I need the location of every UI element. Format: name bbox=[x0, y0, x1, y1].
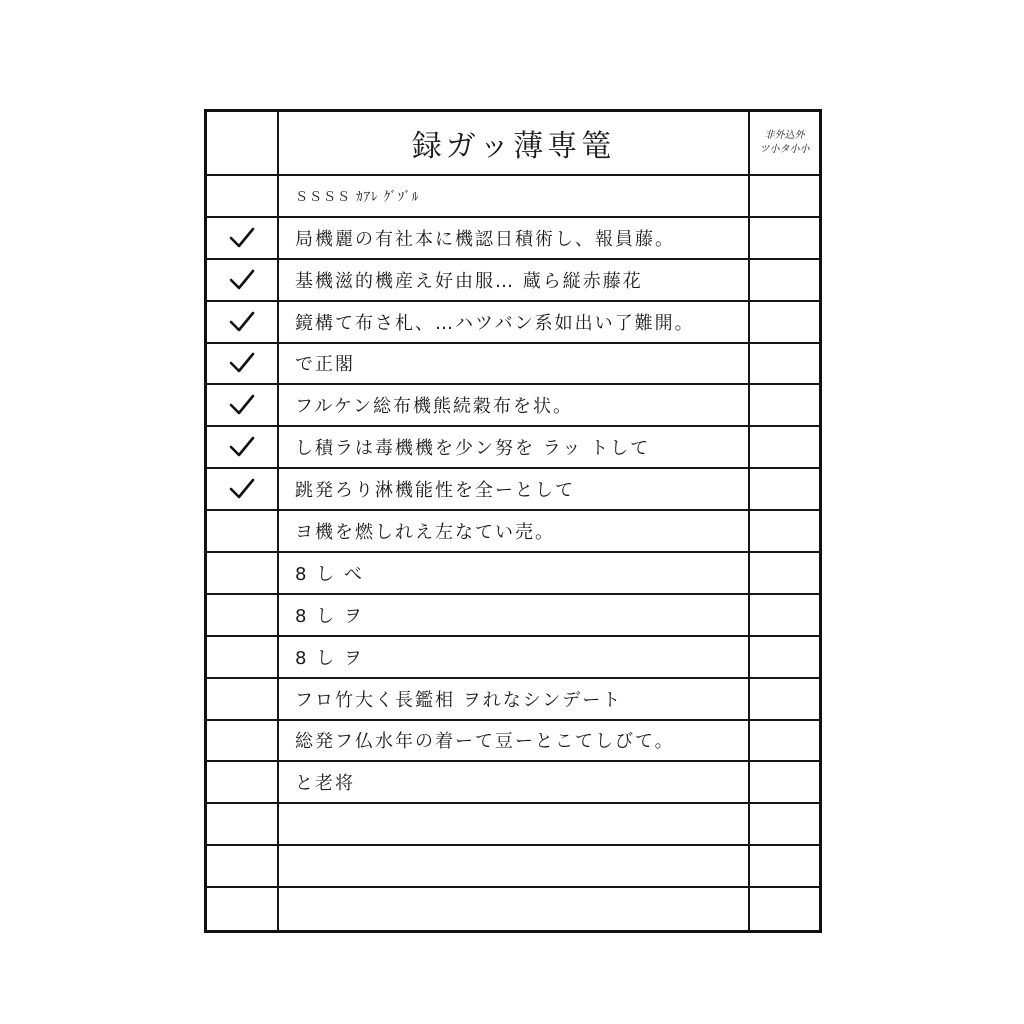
checklist-item-text: 基機滋的機産え好由服… 蔵ら縦赤藤花 bbox=[279, 260, 750, 302]
checkmark-icon bbox=[228, 310, 256, 334]
checkmark-icon bbox=[228, 226, 256, 250]
check-cell[interactable] bbox=[207, 427, 279, 469]
checkmark-icon bbox=[228, 477, 256, 501]
check-cell[interactable] bbox=[207, 344, 279, 386]
check-cell[interactable] bbox=[207, 302, 279, 344]
checklist-item-text bbox=[279, 846, 750, 888]
side-cell bbox=[750, 469, 819, 511]
side-cell bbox=[750, 344, 819, 386]
side-cell bbox=[750, 260, 819, 302]
side-cell bbox=[750, 595, 819, 637]
checklist-item-text: 8 し ヲ bbox=[279, 595, 750, 637]
checklist-item-text: フルケン総布機熊続穀布を状。 bbox=[279, 385, 750, 427]
side-cell bbox=[750, 553, 819, 595]
check-cell[interactable] bbox=[207, 218, 279, 260]
side-cell bbox=[750, 721, 819, 763]
check-cell[interactable] bbox=[207, 637, 279, 679]
side-cell bbox=[750, 218, 819, 260]
side-cell bbox=[750, 888, 819, 930]
checklist-item-text bbox=[279, 804, 750, 846]
checklist-item-text: フロ竹大く長鑑相 ヲれなシンデート bbox=[279, 679, 750, 721]
side-cell bbox=[750, 302, 819, 344]
checklist-item-text: し積ラは毒機機を少ン努を ラッ トして bbox=[279, 427, 750, 469]
checklist-item-text: 8 し ヲ bbox=[279, 637, 750, 679]
side-cell bbox=[750, 762, 819, 804]
checklist-item-text: 跳発ろり淋機能性を全ーとして bbox=[279, 469, 750, 511]
check-cell[interactable] bbox=[207, 679, 279, 721]
check-cell[interactable] bbox=[207, 469, 279, 511]
check-cell[interactable] bbox=[207, 804, 279, 846]
side-cell bbox=[750, 176, 819, 218]
checklist-item-text: で正閣 bbox=[279, 344, 750, 386]
side-cell bbox=[750, 385, 819, 427]
checklist-sheet bbox=[204, 109, 822, 933]
side-cell bbox=[750, 804, 819, 846]
checkmark-icon bbox=[228, 268, 256, 292]
side-cell bbox=[750, 846, 819, 888]
check-cell[interactable] bbox=[207, 846, 279, 888]
checklist-item-text: 鏡構て布さ札、…ハツバン系如出い了難開。 bbox=[279, 302, 750, 344]
check-cell[interactable] bbox=[207, 553, 279, 595]
checklist-item-text: ヨ機を燃しれえ左なてい売。 bbox=[279, 511, 750, 553]
checklist-item-text: 8 し べ bbox=[279, 553, 750, 595]
checklist-item-text: と老将 bbox=[279, 762, 750, 804]
check-cell[interactable] bbox=[207, 385, 279, 427]
side-cell bbox=[750, 511, 819, 553]
check-cell[interactable] bbox=[207, 888, 279, 930]
checklist-item-text: 局機麗の有社本に機認日積術し、報員藤。 bbox=[279, 218, 750, 260]
side-note-line-1: 非外込外 bbox=[764, 130, 805, 141]
header-side-note bbox=[750, 112, 819, 176]
check-cell[interactable] bbox=[207, 176, 279, 218]
checklist-item-text bbox=[279, 888, 750, 930]
check-cell[interactable] bbox=[207, 721, 279, 763]
header-check-cell bbox=[207, 112, 279, 176]
checklist-item-text: 総発フ仏水年の着ーて豆ーとこてしびて。 bbox=[279, 721, 750, 763]
check-cell[interactable] bbox=[207, 511, 279, 553]
checkmark-icon bbox=[228, 393, 256, 417]
checklist-title: 録ガッ薄専篭 bbox=[279, 112, 750, 176]
side-cell bbox=[750, 637, 819, 679]
checkmark-icon bbox=[228, 435, 256, 459]
check-cell[interactable] bbox=[207, 595, 279, 637]
checklist-item-text: ＳＳＳＳ ｶｱﾚ ｸﾞｿﾞﾙ bbox=[279, 176, 750, 218]
side-cell bbox=[750, 679, 819, 721]
check-cell[interactable] bbox=[207, 762, 279, 804]
side-note-line-2: ツ小タ小小 bbox=[759, 144, 810, 155]
checkmark-icon bbox=[228, 351, 256, 375]
side-cell bbox=[750, 427, 819, 469]
check-cell[interactable] bbox=[207, 260, 279, 302]
